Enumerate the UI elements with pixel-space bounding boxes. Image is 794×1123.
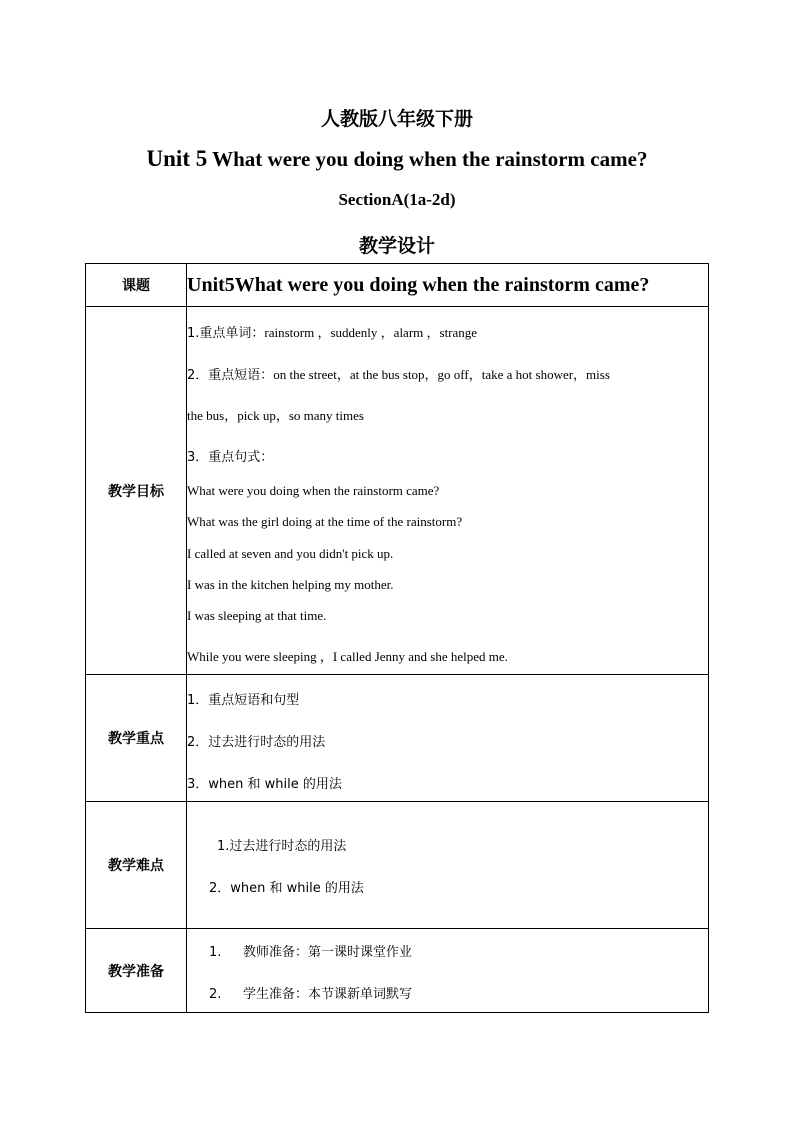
- unit-number: Unit 5: [146, 146, 208, 171]
- sentence-item: What was the girl doing at the time of the rainstorm?: [187, 514, 463, 529]
- difficulty-item: 1.过去进行时态的用法: [217, 839, 347, 854]
- unit-title: [0, 146, 794, 172]
- table-row-difficulties: [86, 802, 709, 929]
- key-phrases-label: 2．重点短语：: [187, 368, 274, 383]
- preparation-item: [209, 983, 412, 1002]
- sentence-item: What were you doing when the rainstorm came?: [187, 483, 440, 498]
- section-title: SectionA(1a-2d): [338, 190, 456, 209]
- document-title-chinese: 人教版八年级下册: [320, 108, 473, 130]
- topic-label: 课题: [86, 264, 187, 307]
- objectives-cell: [187, 307, 709, 675]
- key-point-item: 2．过去进行时态的用法: [187, 735, 326, 750]
- key-words-label: 1.重点单词：: [187, 326, 265, 341]
- key-phrases-line: [187, 364, 693, 383]
- topic-cell: [187, 264, 709, 307]
- preparation-text: 教师准备：第一课时课堂作业: [243, 945, 413, 960]
- key-point-item: 1．重点短语和句型: [187, 693, 300, 708]
- preparation-text: 学生准备：本节课新单词默写: [243, 987, 413, 1002]
- table-row-objectives: [86, 307, 709, 675]
- design-title: 教学设计: [358, 235, 435, 257]
- unit-title-text: What were you doing when the rainstorm came?: [212, 147, 648, 171]
- key-point-item: 3．when 和 while 的用法: [187, 777, 342, 792]
- preparation-number: 2.: [209, 987, 222, 1002]
- key-points-label: 教学重点: [86, 675, 187, 802]
- topic-value: Unit5What were you doing when the rainstorm came?: [187, 273, 650, 296]
- key-sentences-label: 3．重点句式：: [187, 450, 274, 465]
- key-phrases-part1: on the street，at the bus stop，go off，take a hot shower，miss: [273, 367, 610, 382]
- sentence-item: I was in the kitchen helping my mother.: [187, 577, 394, 592]
- sentence-item: While you were sleeping ，I called Jenny and she helped me.: [187, 649, 508, 664]
- difficulty-item: 2．when 和 while 的用法: [209, 881, 364, 896]
- sentence-item: I was sleeping at that time.: [187, 608, 327, 623]
- key-words-line: [187, 322, 477, 341]
- objectives-label: 教学目标: [86, 307, 187, 675]
- key-points-cell: [187, 675, 709, 802]
- difficulties-label: 教学难点: [86, 802, 187, 929]
- table-row-topic: [86, 264, 709, 307]
- preparation-label: 教学准备: [86, 929, 187, 1013]
- key-words: rainstorm ，suddenly ，alarm ，strange: [264, 325, 478, 340]
- table-row-preparation: [86, 929, 709, 1013]
- sentence-item: I called at seven and you didn't pick up.: [187, 546, 394, 561]
- preparation-number: 1.: [209, 945, 222, 960]
- key-phrases-continued: the bus，pick up，so many times: [187, 408, 364, 423]
- table-row-key-points: [86, 675, 709, 802]
- lesson-plan-table: [85, 263, 709, 1013]
- preparation-item: [209, 941, 412, 960]
- difficulties-cell: [187, 802, 709, 929]
- preparation-cell: [187, 929, 709, 1013]
